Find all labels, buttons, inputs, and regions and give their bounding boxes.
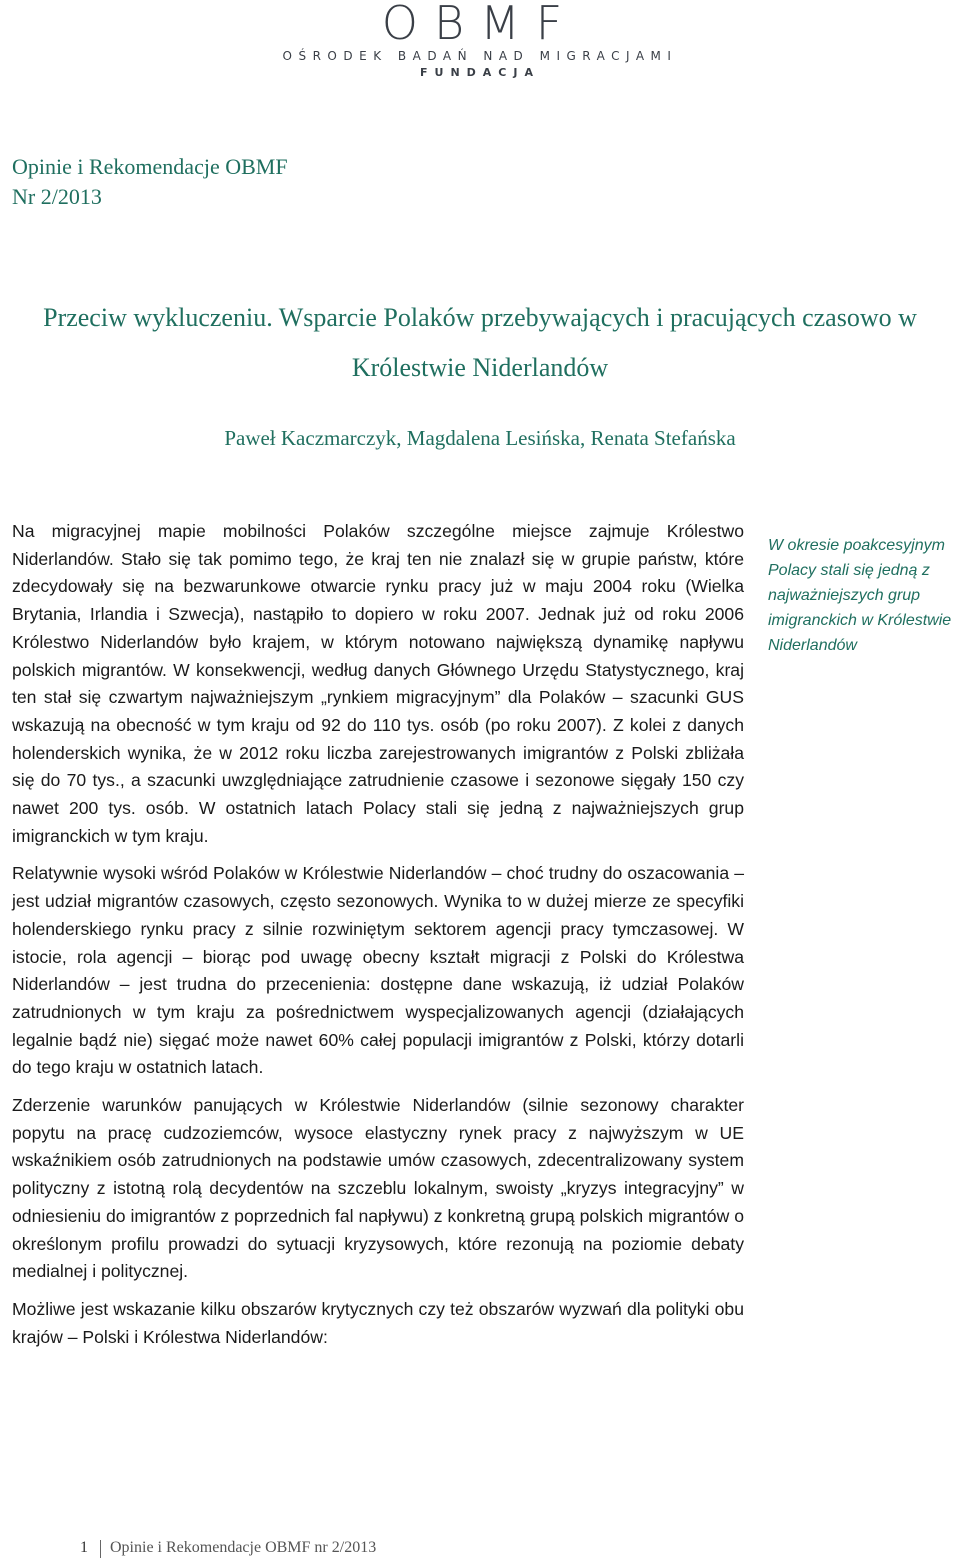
authors: Paweł Kaczmarczyk, Magdalena Lesińska, Renata Stefańska xyxy=(224,426,736,450)
body-text xyxy=(12,518,744,1361)
series-name: Opinie i Rekomendacje OBMF xyxy=(12,154,288,179)
obmf-logo xyxy=(0,0,960,90)
paragraph: Zderzenie warunków panujących w Królestwie Niderlandów (silnie sezonowy charakter popytu na pracę cudzoziemców, wysoce elastyczny rynek pracy z najwyższym w UE wskaźnikiem osób zatrudnionych na podstawie umów czasowych, zdecentralizowany system polityczny z istotną rolą decydentów na szczeblu lokalnym, swoisty „kryzys integracyjny” w odniesieniu do imigrantów z poprzednich fal napływu) z konkretną grupą polskich migrantów o określonym profilu prowadzi do sytuacji kryzysowych, które rezonują na poziomie debaty medialnej i politycznej. xyxy=(12,1095,744,1282)
document-title: Przeciw wykluczeniu. Wsparcie Polaków przebywających i pracujących czasowo w Królestwie Niderlandów xyxy=(43,303,917,382)
page-footer xyxy=(60,1538,660,1560)
paragraph: Na migracyjnej mapie mobilności Polaków szczególne miejsce zajmuje Królestwo Niderlandów. Stało się tak pomimo tego, że kraj ten nie znalazł się w grupie państw, które zdecydowały się na bezwarunkowe otwarcie rynku pracy już w maju 2004 roku (Wielka Brytania, Irlandia i Szwecja), nastąpiło to dopiero w roku 2007. Jednak już od roku 2006 Królestwo Niderlandów było krajem, w którym notowano największą dynamikę napływu polskich migrantów. W konsekwencji, według danych Głównego Urzędu Statystycznego, kraj ten stał się czwartym najważniejszym „rynkiem migracyjnym” dla Polaków – szacunki GUS wskazują na obecność w tym kraju od 92 do 110 tys. osób (po roku 2007). Z kolei z danych holenderskich wynika, że w 2012 roku liczba zarejestrowanych imigrantów z Polski zbliżała się do 70 tys., a szacunki uwzględniające zatrudnienie czasowe i sezonowe sięgały 150 czy nawet 200 tys. osób. W ostatnich latach Polacy stali się jedną z najważniejszych grup imigranckich w tym kraju. xyxy=(12,521,744,846)
page-number: 1 xyxy=(80,1539,88,1556)
logo-wordmark: OBMF xyxy=(381,0,579,50)
paragraph: Możliwe jest wskazanie kilku obszarów krytycznych czy też obszarów wyzwań dla polityki obu krajów – Polski i Królestwa Niderlandów: xyxy=(12,1298,744,1347)
logo-foundation: FUNDACJA xyxy=(420,66,540,79)
logo-subtitle: OŚRODEK BADAŃ NAD MIGRACJAMI xyxy=(282,49,678,63)
series-number: Nr 2/2013 xyxy=(12,184,102,209)
paragraph: Relatywnie wysoki wśród Polaków w Królestwie Niderlandów – choć trudny do oszacowania – jest udział migrantów czasowych, często sezonowych. Wynika to w dużej mierze ze specyfiki holenderskiego rynku pracy z silnie rozwiniętym sektorem agencji pracy tymczasowej. W istocie, rola agencji – biorąc pod uwagę obecny kształt migracji z Polski do Królestwa Niderlandów – jest trudna do przecenienia: dostępne dane wskazują, iż udział Polaków zatrudnionych w tym kraju za pośrednictwem wyspecjalizowanych agencji (działających legalnie bądź nie) sięgać może nawet 60% całej populacji imigrantów z Polski, którzy dotarli do tego kraju w ostatnich latach. xyxy=(12,863,744,1078)
margin-note: W okresie poakcesyjnym Polacy stali się jedną z najważniejszych grup imigranckich w Królestwie Niderlandów xyxy=(768,537,952,654)
footer-text: Opinie i Rekomendacje OBMF nr 2/2013 xyxy=(110,1539,377,1556)
footer-divider xyxy=(100,1540,101,1558)
series-heading xyxy=(12,152,288,212)
